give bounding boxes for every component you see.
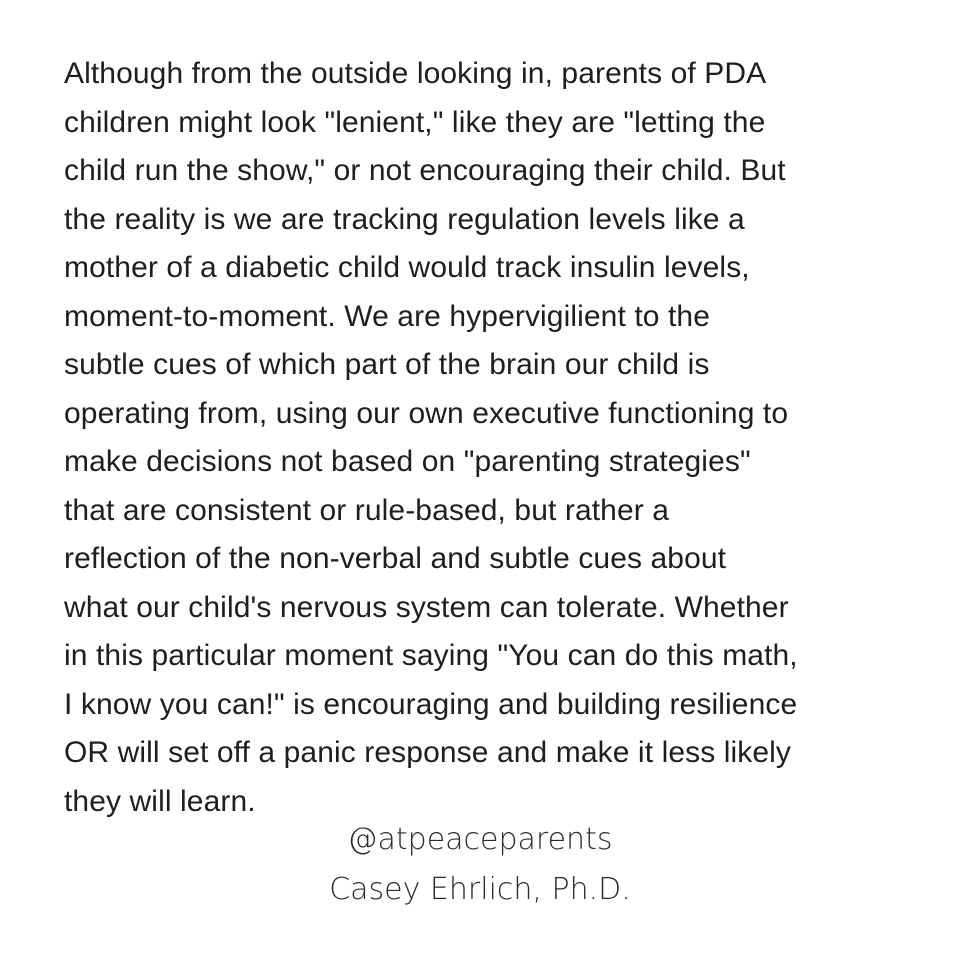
quote-line: child run the show," or not encouraging their child. But	[64, 154, 786, 187]
quote-line: mother of a diabetic child would track insulin levels,	[64, 251, 750, 284]
author-name: Casey Ehrlich, Ph.D.	[329, 872, 631, 907]
quote-line: what our child's nervous system can tolerate. Whether	[64, 590, 789, 624]
social-handle: @atpeaceparents	[347, 822, 613, 857]
quote-body	[64, 50, 924, 826]
quote-line: children might look "lenient," like they are "letting the	[64, 105, 766, 139]
quote-line: the reality is we are tracking regulation levels like a	[64, 202, 745, 236]
quote-line: make decisions not based on "parenting strategies"	[64, 445, 751, 478]
quote-line: that are consistent or rule-based, but rather a	[64, 493, 670, 527]
quote-line: moment-to-moment. We are hypervigilient to the	[64, 299, 710, 333]
quote-line: in this particular moment saying "You can do this math,	[64, 639, 798, 672]
quote-line: subtle cues of which part of the brain our child is	[64, 348, 710, 381]
quote-line: I know you can!" is encouraging and building resilience	[64, 687, 798, 721]
quote-line: OR will set off a panic response and make it less likely	[64, 736, 792, 769]
quote-line: reflection of the non-verbal and subtle cues about	[64, 542, 727, 575]
quote-line: operating from, using our own executive functioning to	[64, 396, 789, 430]
quote-line: Although from the outside looking in, parents of PDA	[64, 57, 767, 90]
quote-line: they will learn.	[64, 784, 256, 818]
